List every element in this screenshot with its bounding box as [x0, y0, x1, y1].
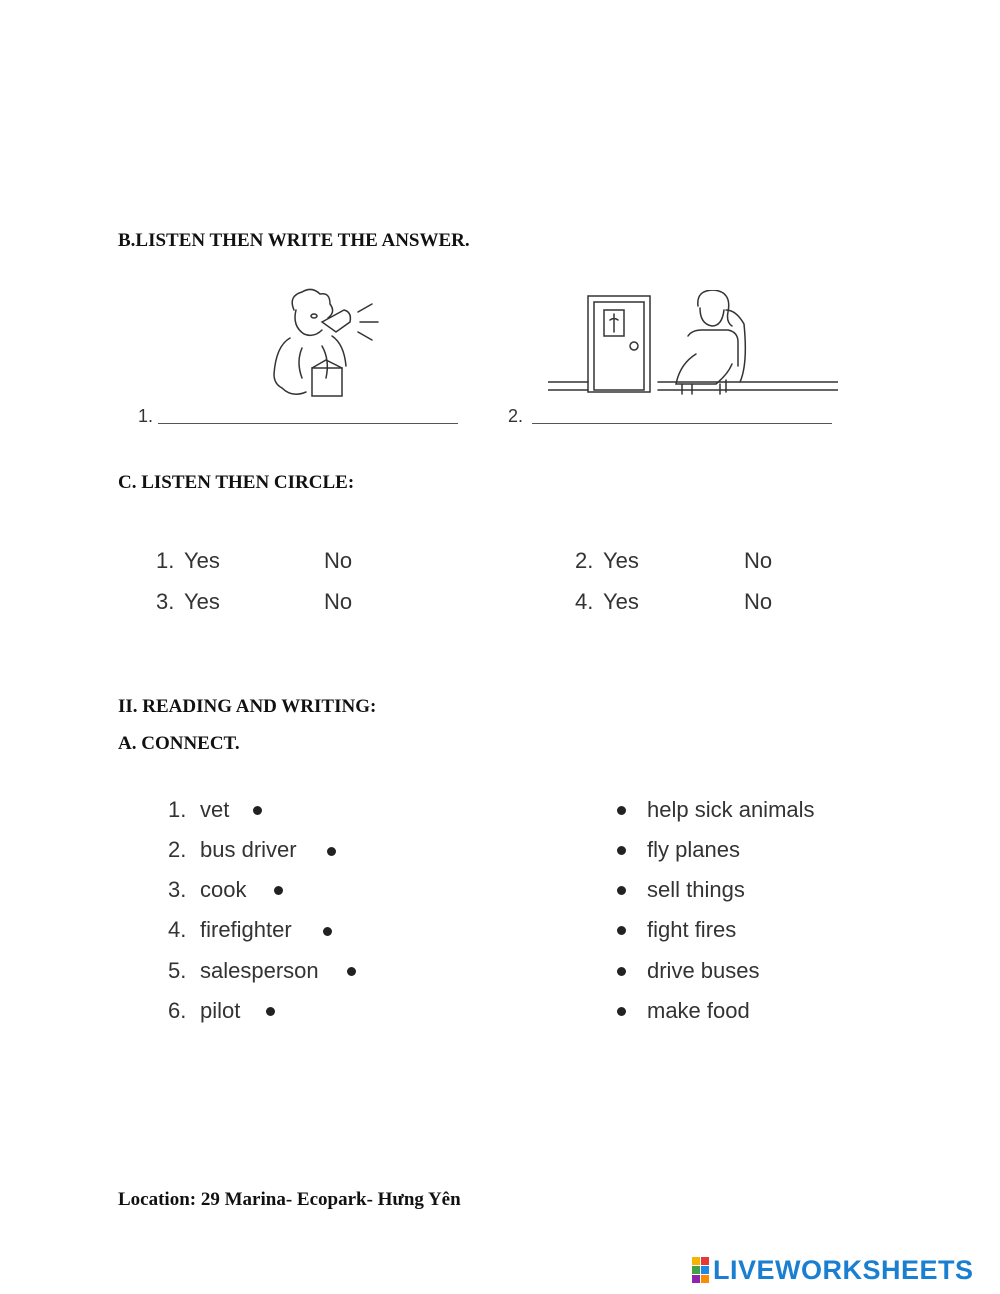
connect-dot-right[interactable] — [617, 886, 626, 895]
activity-label: drive buses — [647, 958, 760, 983]
connect-dot-left[interactable] — [274, 886, 283, 895]
answer-blank-2[interactable] — [532, 423, 832, 424]
activity-label: fly planes — [647, 837, 740, 862]
item-number: 1. — [138, 406, 154, 426]
item-number: 2. — [168, 837, 187, 862]
yes-option[interactable]: Yes — [603, 589, 639, 614]
answer-blank-1[interactable] — [158, 423, 458, 424]
section-a-subtitle: A. CONNECT. — [118, 733, 240, 754]
liveworksheets-logo — [692, 1255, 974, 1285]
connect-dot-left[interactable] — [327, 847, 336, 856]
sneezing-person-illustration — [262, 288, 392, 400]
no-option[interactable]: No — [744, 548, 773, 573]
yes-option[interactable]: Yes — [184, 589, 220, 614]
connect-dot-right[interactable] — [617, 1007, 626, 1016]
occupation-label: salesperson — [200, 958, 319, 983]
occupation-label: pilot — [200, 998, 241, 1023]
occupation-label: firefighter — [200, 917, 292, 942]
connect-dot-right[interactable] — [617, 926, 626, 935]
activity-label: make food — [647, 998, 750, 1023]
item-number: 1. — [156, 548, 175, 573]
no-option[interactable]: No — [324, 548, 353, 573]
item-number: 3. — [168, 877, 187, 902]
item-number: 1. — [168, 797, 187, 822]
location-footer: Location: 29 Marina- Ecopark- Hưng Yên — [118, 1189, 461, 1210]
connect-dot-left[interactable] — [323, 927, 332, 936]
item-number: 4. — [575, 589, 594, 614]
connect-dot-left[interactable] — [253, 806, 262, 815]
activity-label: fight fires — [647, 917, 737, 942]
yes-option[interactable]: Yes — [603, 548, 639, 573]
sick-woman-illustration — [548, 290, 838, 400]
item-number: 2. — [575, 548, 594, 573]
occupation-label: bus driver — [200, 837, 297, 862]
brand-name: LIVEWORKSHEETS — [713, 1254, 974, 1285]
no-option[interactable]: No — [324, 589, 353, 614]
item-number: 4. — [168, 917, 187, 942]
item-number: 2. — [508, 406, 524, 426]
yes-option[interactable]: Yes — [184, 548, 220, 573]
occupation-label: vet — [200, 797, 230, 822]
connect-dot-left[interactable] — [347, 967, 356, 976]
section-b-title: B.LISTEN THEN WRITE THE ANSWER. — [118, 230, 470, 251]
no-option[interactable]: No — [744, 589, 773, 614]
item-number: 5. — [168, 958, 187, 983]
section-c-title: C. LISTEN THEN CIRCLE: — [118, 472, 355, 493]
connect-dot-left[interactable] — [266, 1007, 275, 1016]
occupation-label: cook — [200, 877, 247, 902]
activity-label: help sick animals — [647, 797, 815, 822]
item-number: 6. — [168, 998, 187, 1023]
section-ii-title: II. READING AND WRITING: — [118, 696, 377, 717]
connect-dot-right[interactable] — [617, 846, 626, 855]
logo-mark-icon — [692, 1257, 709, 1283]
connect-dot-right[interactable] — [617, 806, 626, 815]
connect-dot-right[interactable] — [617, 967, 626, 976]
activity-label: sell things — [647, 877, 745, 902]
item-number: 3. — [156, 589, 175, 614]
